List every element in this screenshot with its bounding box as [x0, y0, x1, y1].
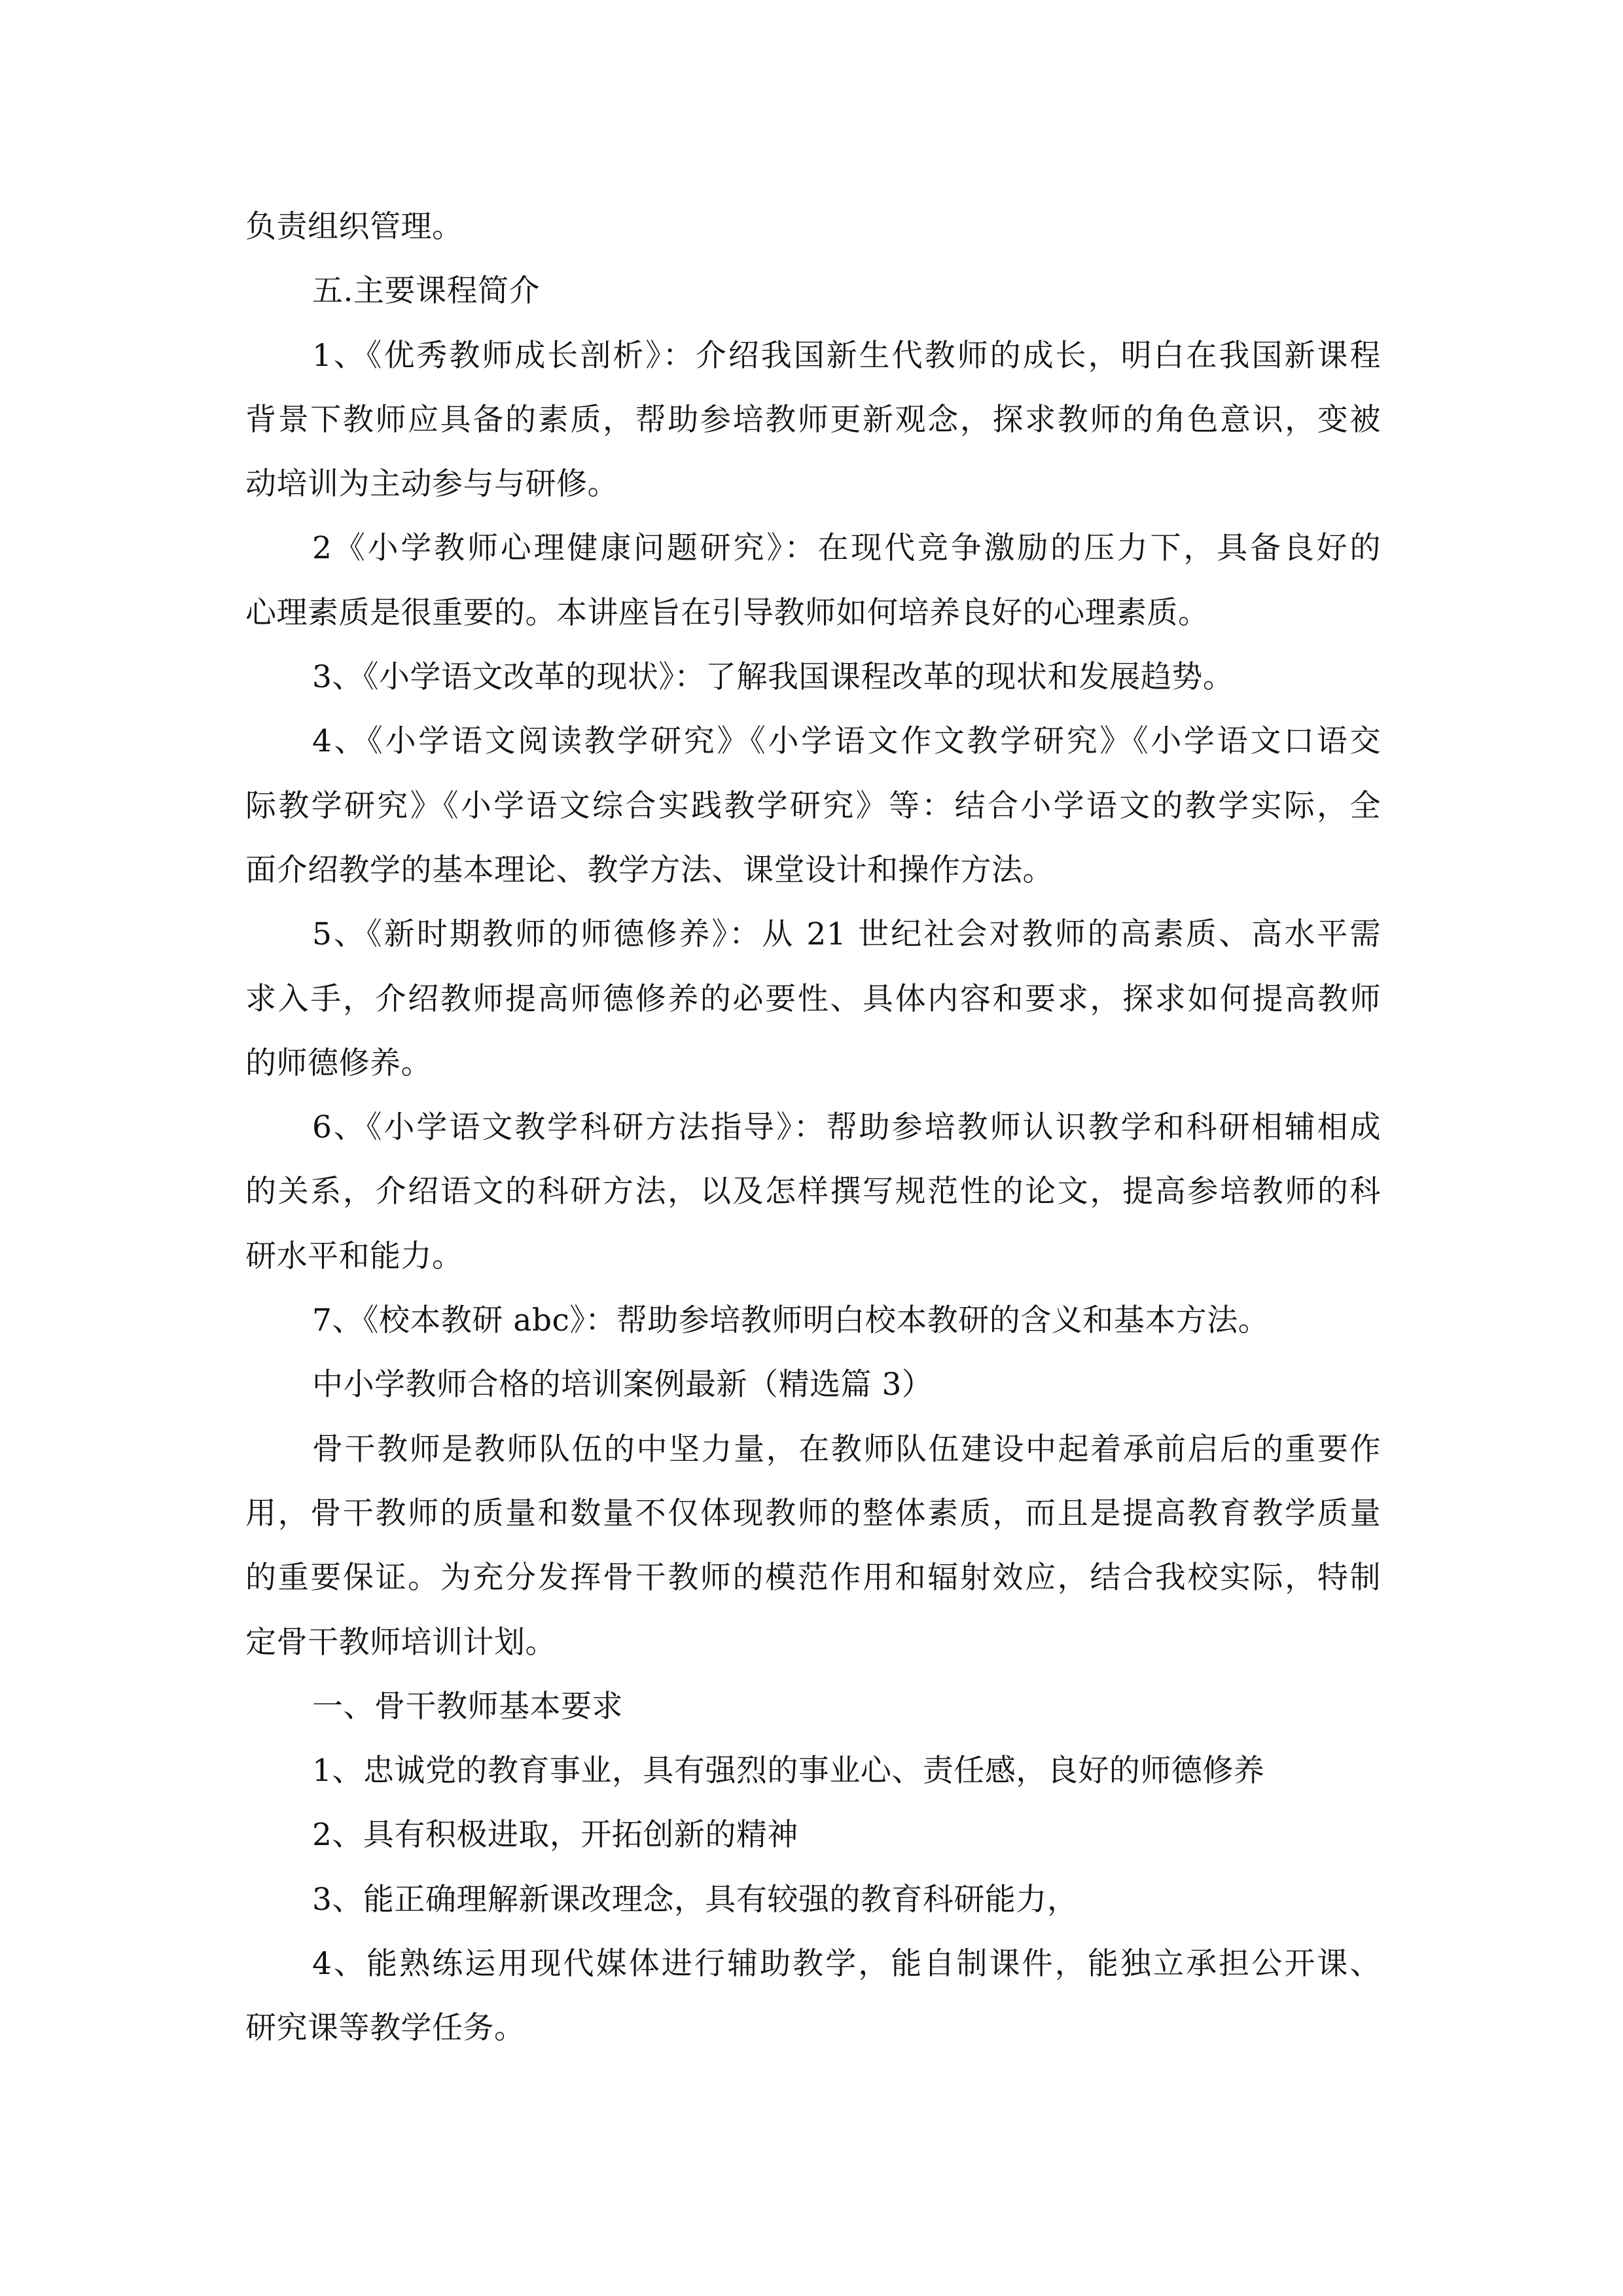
text-line: 4、《小学语文阅读教学研究》《小学语文作文教学研究》《小学语文口语交: [312, 723, 1381, 760]
text-line: 定骨干教师培训计划。: [245, 1624, 556, 1660]
text-line: 4、能熟练运用现代媒体进行辅助教学，能自制课件，能独立承担公开课、: [312, 1946, 1381, 1982]
text-line: 际教学研究》《小学语文综合实践教学研究》等：结合小学语文的教学实际，全: [245, 787, 1381, 824]
text-line: 骨干教师是教师队伍的中坚力量，在教师队伍建设中起着承前启后的重要作: [312, 1431, 1381, 1467]
article-title: 中小学教师合格的培训案例最新（精选篇 3）: [312, 1367, 933, 1403]
text-line: 6、《小学语文教学科研方法指导》：帮助参培教师认识教学和科研相辅相成: [312, 1109, 1381, 1146]
text-line: 7、《校本教研 abc》：帮助参培教师明白校本教研的含义和基本方法。: [312, 1302, 1270, 1339]
text-line: 动培训为主动参与与研修。: [245, 466, 618, 503]
text-line: 1、忠诚党的教育事业，具有强烈的事业心、责任感，良好的师德修养: [312, 1753, 1265, 1789]
text-line: 研究课等教学任务。: [245, 2010, 526, 2047]
text-line: 用，骨干教师的质量和数量不仅体现教师的整体素质，而且是提高教育教学质量: [245, 1495, 1381, 1532]
text-line: 2《小学教师心理健康问题研究》：在现代竞争激励的压力下，具备良好的: [312, 530, 1381, 567]
document-body: [245, 195, 1381, 2061]
text-line: 的重要保证。为充分发挥骨干教师的模范作用和辐射效应，结合我校实际，特制: [245, 1560, 1381, 1596]
text-line: 3、能正确理解新课改理念，具有较强的教育科研能力，: [312, 1881, 1079, 1918]
text-line: 的师德修养。: [245, 1045, 432, 1081]
section-heading: 五.主要课程简介: [312, 273, 540, 310]
text-line: 的关系，介绍语文的科研方法，以及怎样撰写规范性的论文，提高参培教师的科: [245, 1174, 1381, 1210]
text-line: 背景下教师应具备的素质，帮助参培教师更新观念，探求教师的角色意识，变被: [245, 401, 1381, 438]
text-line: 1、《优秀教师成长剖析》：介绍我国新生代教师的成长，明白在我国新课程: [312, 337, 1381, 374]
text-line: 求入手，介绍教师提高师德修养的必要性、具体内容和要求，探求如何提高教师: [245, 980, 1381, 1017]
section-heading: 一、骨干教师基本要求: [312, 1688, 623, 1725]
text-line: 5、《新时期教师的师德修养》：从 21 世纪社会对教师的高素质、高水平需: [312, 916, 1381, 953]
text-line: 负责组织管理。: [245, 209, 463, 245]
text-line: 心理素质是很重要的。本讲座旨在引导教师如何培养良好的心理素质。: [245, 594, 1209, 631]
text-line: 3、《小学语文改革的现状》：了解我国课程改革的现状和发展趋势。: [312, 659, 1234, 696]
text-line: 面介绍教学的基本理论、教学方法、课堂设计和操作方法。: [245, 852, 1054, 888]
text-line: 研水平和能力。: [245, 1238, 463, 1274]
text-line: 2、具有积极进取，开拓创新的精神: [312, 1817, 798, 1854]
